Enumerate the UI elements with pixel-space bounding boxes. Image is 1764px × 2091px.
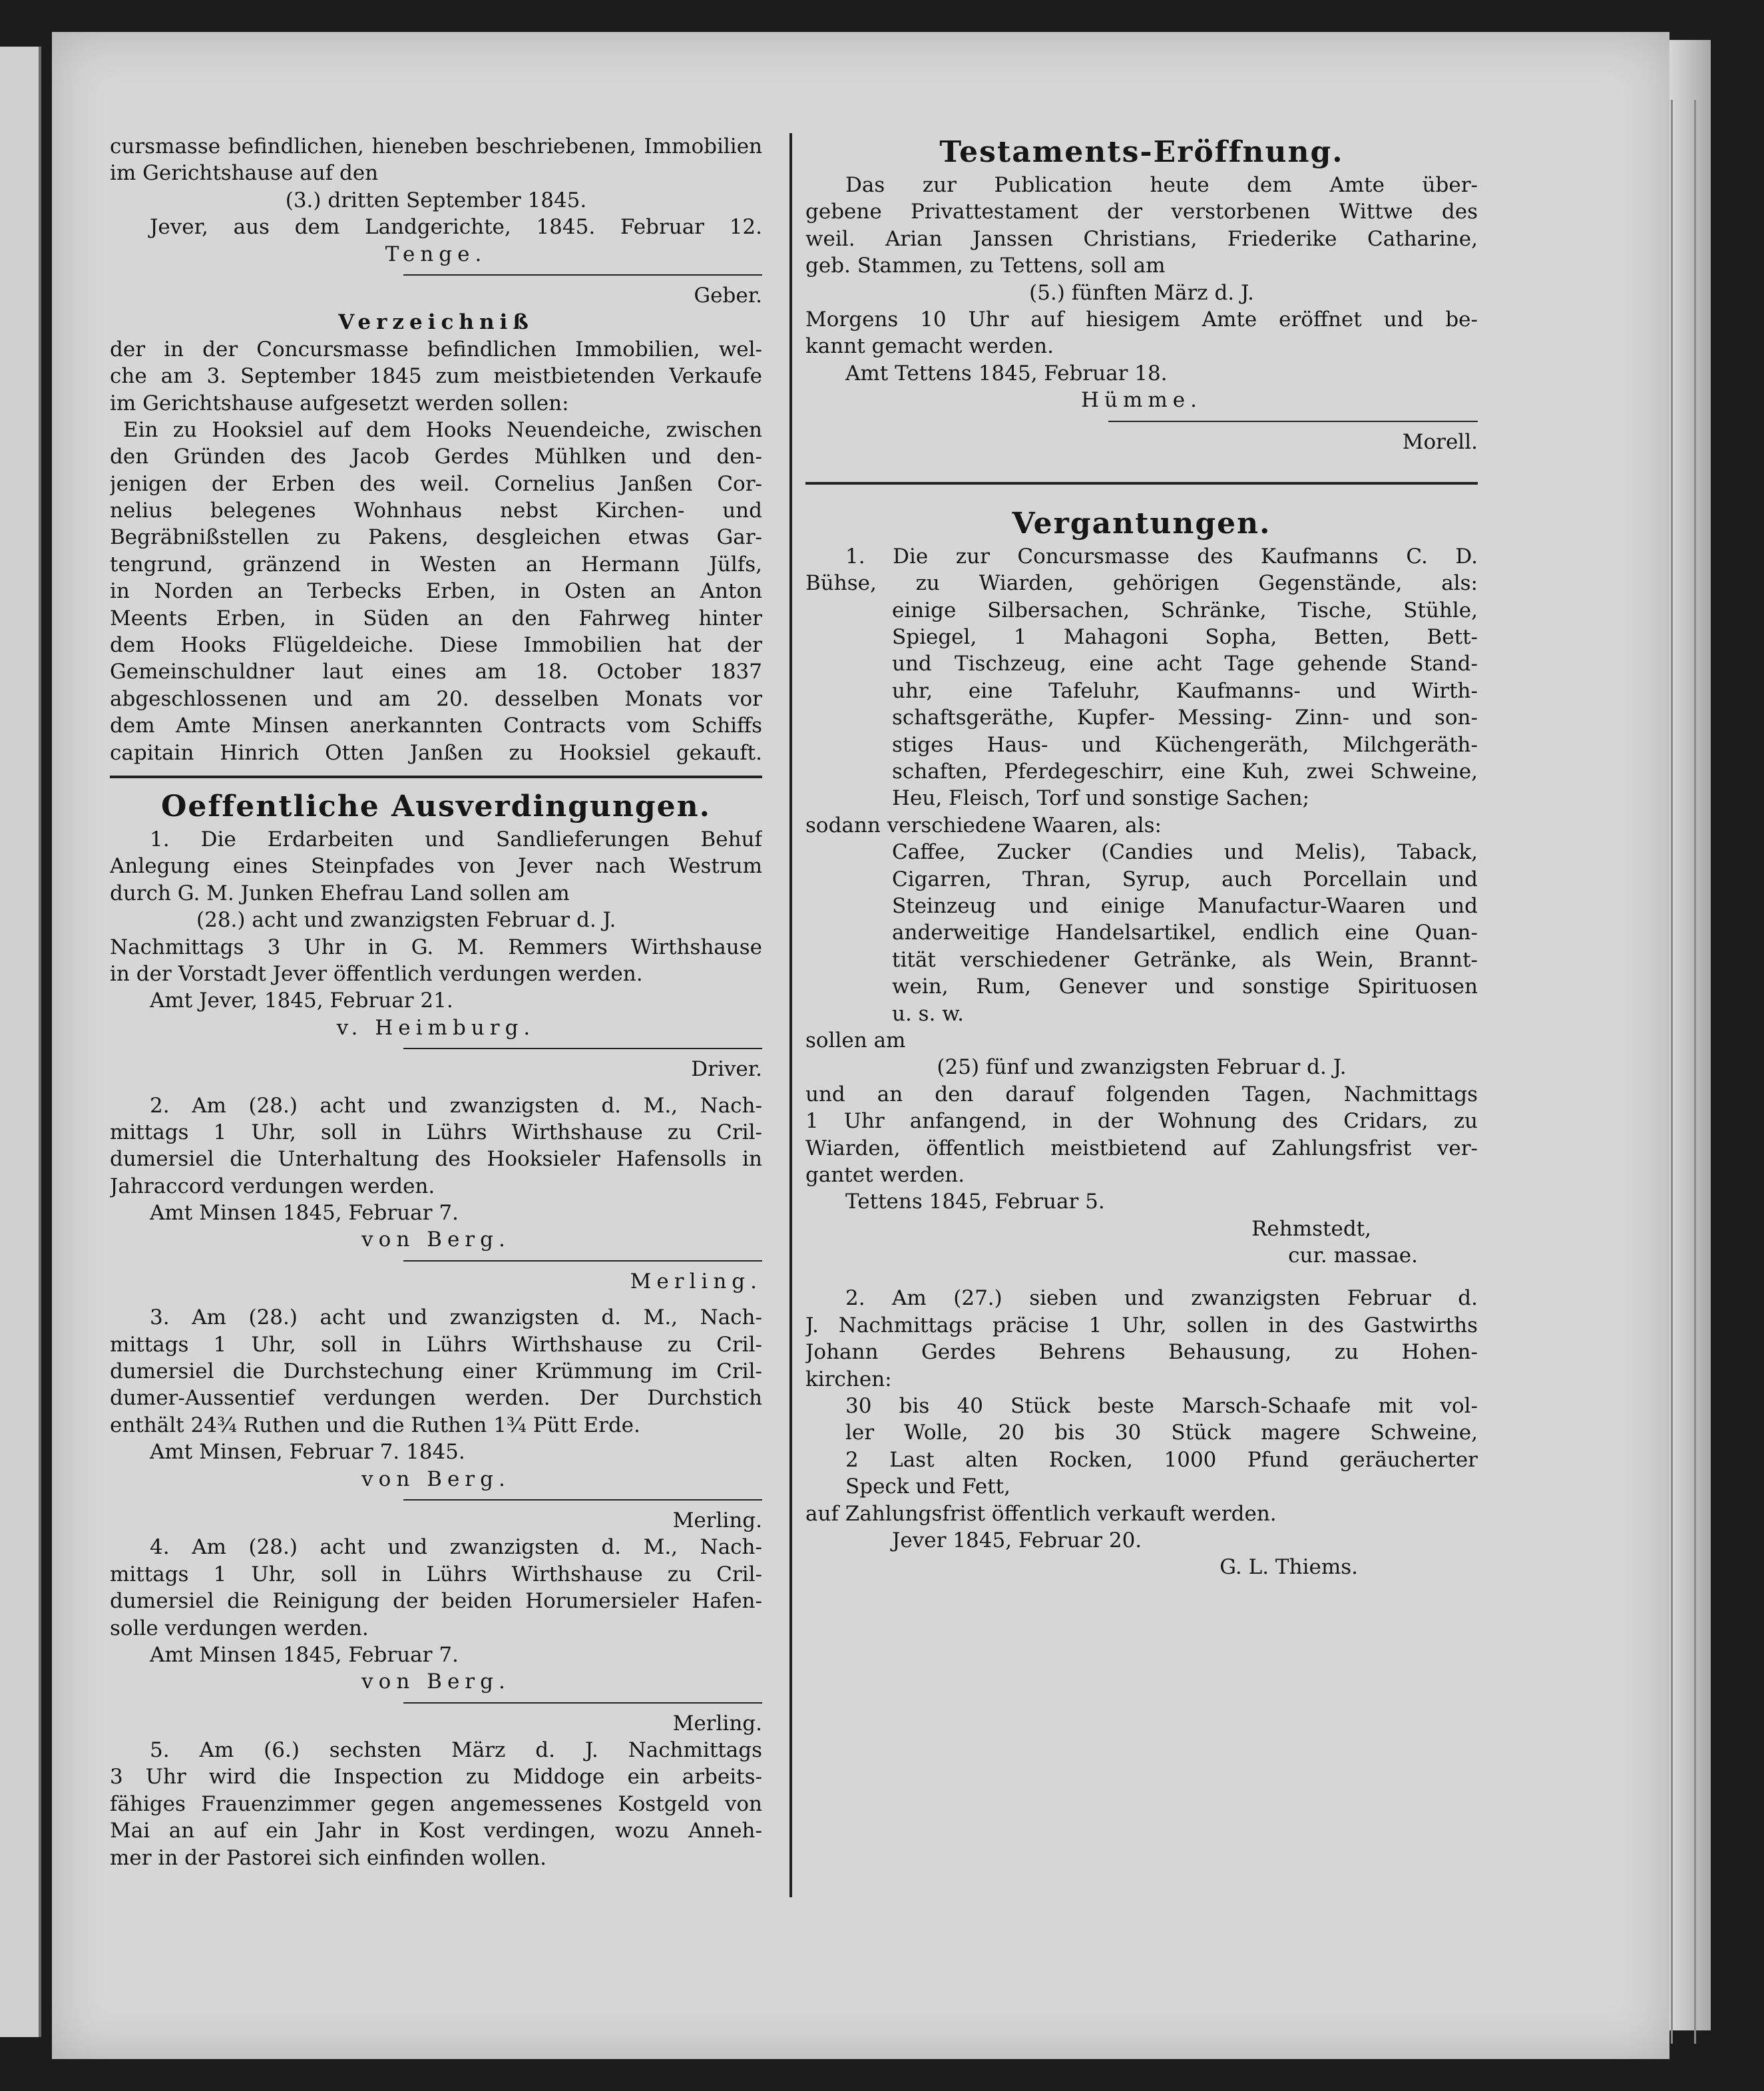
text-line: 2 Last alten Rocken, 1000 Pfund geräucherter (845, 1447, 1478, 1472)
text-line: (3.) dritten September 1845. (285, 188, 587, 212)
text-line: dumersiel die Unterhaltung des Hooksieler Hafensolls in (110, 1147, 762, 1172)
text-line: abgeschlossenen und am 20. desselben Monats vor (110, 686, 762, 711)
signature: Driver. (691, 1057, 762, 1082)
text-line: schaften, Pferdegeschirr, eine Kuh, zwei Schweine, (892, 760, 1478, 784)
rule (1108, 421, 1478, 422)
text-line: Steinzeug und einige Manufactur-Waaren und (892, 893, 1478, 918)
text-line: dumersiel die Reinigung der beiden Horumersieler Hafen- (110, 1589, 762, 1614)
rule (403, 274, 762, 276)
text-line: dumer-Aussentief verdungen werden. Der Durchstich (110, 1386, 762, 1411)
text-line: wein, Rum, Genever und sonstige Spirituosen (892, 975, 1478, 999)
section-heading-ausverdingungen: Oeffentliche Ausverdingungen. (161, 789, 711, 823)
signature: Merling. (672, 1711, 762, 1736)
text-line: auf Zahlungsfrist öffentlich verkauft werden. (805, 1501, 1277, 1526)
signature: Tenge. (385, 242, 487, 266)
notice-heading: Verzeichniß (338, 310, 534, 335)
text-line: 1. Die Erdarbeiten und Sandlieferungen Behuf (150, 827, 762, 851)
text-line: 30 bis 40 Stück beste Marsch-Schaafe mit vol- (845, 1394, 1478, 1419)
item-4 (110, 1534, 762, 1737)
sale-1 (805, 543, 1478, 1270)
signature: Morell. (1402, 429, 1478, 454)
text-line: den Gründen des Jacob Gerdes Mühlken und den- (110, 445, 762, 469)
text-line: Jever 1845, Februar 20. (892, 1528, 1142, 1552)
text-line: Spiegel, 1 Mahagoni Sopha, Betten, Bett- (892, 625, 1478, 650)
text-line: J. Nachmittags präcise 1 Uhr, sollen in des Gastwirths (805, 1313, 1478, 1337)
signature: Merling. (672, 1508, 762, 1532)
text-line: 2. Am (28.) acht und zwanzigsten d. M., Nach- (150, 1093, 762, 1118)
text-line: weil. Arian Janssen Christians, Friederike Catharine, (805, 226, 1478, 251)
text-line: jenigen der Erben des weil. Cornelius Janßen Cor- (110, 471, 762, 496)
text-line: in der Vorstadt Jever öffentlich verdungen werden. (110, 961, 643, 986)
rule (403, 1260, 762, 1262)
text-line: stiges Haus- und Küchengeräth, Milchgeräth- (892, 732, 1478, 757)
text-line: der in der Concursmasse befindlichen Immobilien, wel- (110, 337, 762, 361)
text-line: kannt gemacht werden. (805, 334, 1054, 359)
text-line: Cigarren, Thran, Syrup, auch Porcellain und (892, 867, 1478, 891)
inventory-notice (110, 309, 762, 766)
text-line: Amt Minsen 1845, Februar 7. (150, 1201, 459, 1226)
text-line: Amt Minsen 1845, Februar 7. (150, 1642, 459, 1667)
signature: cur. massae. (1288, 1244, 1418, 1268)
text-line: in Norden an Terbecks Erben, in Osten an Anton (110, 579, 762, 604)
text-line: Morgens 10 Uhr auf hiesigem Amte eröffnet und be- (805, 307, 1478, 332)
text-line: Tettens 1845, Februar 5. (845, 1190, 1105, 1214)
intro-notice (110, 133, 762, 309)
text-line: im Gerichtshause auf den (110, 161, 379, 186)
signature: Hümme. (1081, 388, 1202, 413)
signature: von Berg. (361, 1228, 511, 1252)
text-line: Ein zu Hooksiel auf dem Hooks Neuendeiche, zwischen (123, 417, 762, 442)
text-line: Heu, Fleisch, Torf und sonstige Sachen; (892, 786, 1310, 811)
item-3 (110, 1304, 762, 1534)
left-column (110, 133, 762, 1871)
text-line: ler Wolle, 20 bis 30 Stück magere Schweine, (845, 1421, 1478, 1445)
rule (403, 1702, 762, 1704)
text-line: sollen am (805, 1028, 906, 1052)
text-line: dem Hooks Flügeldeiche. Diese Immobilien hat der (110, 633, 762, 658)
text-line: 5. Am (6.) sechsten März d. J. Nachmittags (150, 1738, 762, 1763)
text-line: 1. Die zur Concursmasse des Kaufmanns C. D. (845, 544, 1478, 569)
text-line: mittags 1 Uhr, soll in Lührs Wirthshause zu Cril- (110, 1120, 762, 1144)
text-line: Anlegung eines Steinpfades von Jever nach Westrum (110, 854, 762, 879)
signature: von Berg. (361, 1467, 511, 1491)
text-line: Caffee, Zucker (Candies und Melis), Taback, (892, 840, 1478, 865)
text-line: tität verschiedener Getränke, als Wein, Brannt- (892, 947, 1478, 972)
signature: Merling. (630, 1269, 762, 1293)
text-line: (28.) acht und zwanzigsten Februar d. J. (196, 908, 616, 933)
text-line: Begräbnißstellen zu Pakens, desgleichen etwas Gar- (110, 525, 762, 550)
text-line: sodann verschiedene Waaren, als: (805, 813, 1162, 837)
text-line: Wiarden, öffentlich meistbietend auf Zahlungsfrist ver- (805, 1136, 1478, 1160)
text-line: Gemeinschuldner laut eines am 18. October 1837 (110, 660, 762, 684)
text-line: cursmasse befindlichen, hieneben beschriebenen, Immobilien (110, 134, 762, 158)
rule (403, 1499, 762, 1501)
text-line: nelius belegenes Wohnhaus nebst Kirchen- und (110, 499, 762, 523)
text-line: Mai an auf ein Jahr in Kost verdingen, wozu Anneh- (110, 1819, 762, 1843)
text-line: Johann Gerdes Behrens Behausung, zu Hohen- (805, 1340, 1478, 1365)
text-line: schaftsgeräthe, Kupfer- Messing- Zinn- und son- (892, 706, 1478, 730)
text-line: enthält 24¾ Ruthen und die Ruthen 1¾ Pütt Erde. (110, 1413, 640, 1437)
signature: Rehmstedt, (1251, 1216, 1371, 1241)
text-line: (5.) fünften März d. J. (1029, 280, 1254, 305)
signature: v. Heimburg. (336, 1015, 536, 1040)
text-line: u. s. w. (892, 1001, 965, 1026)
text-line: gebene Privattestament der verstorbenen Wittwe des (805, 200, 1478, 224)
text-line: Amt Jever, 1845, Februar 21. (150, 989, 453, 1013)
sale-2 (805, 1285, 1478, 1580)
text-line: geb. Stammen, zu Tettens, soll am (805, 254, 1166, 278)
text-line: mittags 1 Uhr, soll in Lührs Wirthshause zu Cril- (110, 1562, 762, 1586)
section-rule (805, 482, 1478, 485)
signature: Geber. (694, 283, 762, 308)
text-line: Das zur Publication heute dem Amte über- (845, 173, 1478, 197)
section-heading-vergantungen: Vergantungen. (1012, 506, 1271, 541)
text-line: 2. Am (27.) sieben und zwanzigsten Februar d. (845, 1286, 1478, 1311)
text-line: und Tischzeug, eine acht Tage gehende Stand- (892, 652, 1478, 676)
text-line: (25) fünf und zwanzigsten Februar d. J. (937, 1055, 1347, 1080)
text-line: 4. Am (28.) acht und zwanzigsten d. M., Nach- (150, 1535, 762, 1560)
section-heading-testament: Testaments-Eröffnung. (939, 135, 1344, 169)
text-line: dumersiel die Durchstechung einer Krümmung im Cril- (110, 1359, 762, 1384)
text-line: durch G. M. Junken Ehefrau Land sollen am (110, 881, 570, 905)
item-2 (110, 1092, 762, 1295)
signature: G. L. Thiems. (1219, 1555, 1358, 1580)
text-line: Meents Erben, in Süden an den Fahrweg hinter (110, 606, 762, 630)
text-line: im Gerichtshause aufgesetzt werden sollen: (110, 391, 569, 415)
text-line: che am 3. September 1845 zum meistbietenden Verkaufe (110, 364, 762, 389)
text-line: fähiges Frauenzimmer gegen angemessenes Kostgeld von (110, 1791, 762, 1816)
text-line: Jahraccord verdungen werden. (110, 1174, 435, 1198)
item-1 (110, 826, 762, 1083)
text-line: uhr, eine Tafeluhr, Kaufmanns- und Wirth- (892, 678, 1478, 703)
section-rule (110, 776, 762, 778)
text-line: tengrund, gränzend in Westen an Hermann Jülfs, (110, 552, 762, 577)
text-line: und an den darauf folgenden Tagen, Nachmittags (805, 1082, 1478, 1106)
testament-notice (805, 133, 1478, 455)
text-line: solle verdungen werden. (110, 1616, 369, 1640)
text-line: dem Amte Minsen anerkannten Contracts vom Schiffs (110, 714, 762, 738)
text-line: mittags 1 Uhr, soll in Lührs Wirthshause zu Cril- (110, 1332, 762, 1357)
item-5 (110, 1737, 762, 1871)
text-line: kirchen: (805, 1367, 892, 1391)
text-line: capitain Hinrich Otten Janßen zu Hooksiel gekauft. (110, 740, 762, 765)
text-line: 1 Uhr anfangend, in der Wohnung des Cridars, zu (805, 1109, 1478, 1134)
text-line: einige Silbersachen, Schränke, Tische, Stühle, (892, 598, 1478, 622)
signature: von Berg. (361, 1670, 511, 1694)
text-line: anderweitige Handelsartikel, endlich eine Quan- (892, 921, 1478, 945)
previous-page-edge (0, 47, 41, 2037)
right-column (805, 133, 1478, 1581)
text-line: 3. Am (28.) acht und zwanzigsten d. M., Nach- (150, 1305, 762, 1330)
text-line: mer in der Pastorei sich einfinden wollen. (110, 1845, 547, 1870)
text-line: Amt Tettens 1845, Februar 18. (845, 361, 1168, 385)
text-line: Nachmittags 3 Uhr in G. M. Remmers Wirthshause (110, 935, 762, 959)
column-divider (789, 133, 792, 1897)
text-line: 3 Uhr wird die Inspection zu Middoge ein arbeits- (110, 1765, 762, 1789)
text-line: Speck und Fett, (845, 1475, 1010, 1499)
text-line: Bühse, zu Wiarden, gehörigen Gegenstände, als: (805, 571, 1478, 596)
text-line: Amt Minsen, Februar 7. 1845. (150, 1440, 465, 1465)
text-line: gantet werden. (805, 1162, 965, 1187)
rule (403, 1048, 762, 1049)
text-line: Jever, aus dem Landgerichte, 1845. Februar 12. (150, 215, 762, 240)
